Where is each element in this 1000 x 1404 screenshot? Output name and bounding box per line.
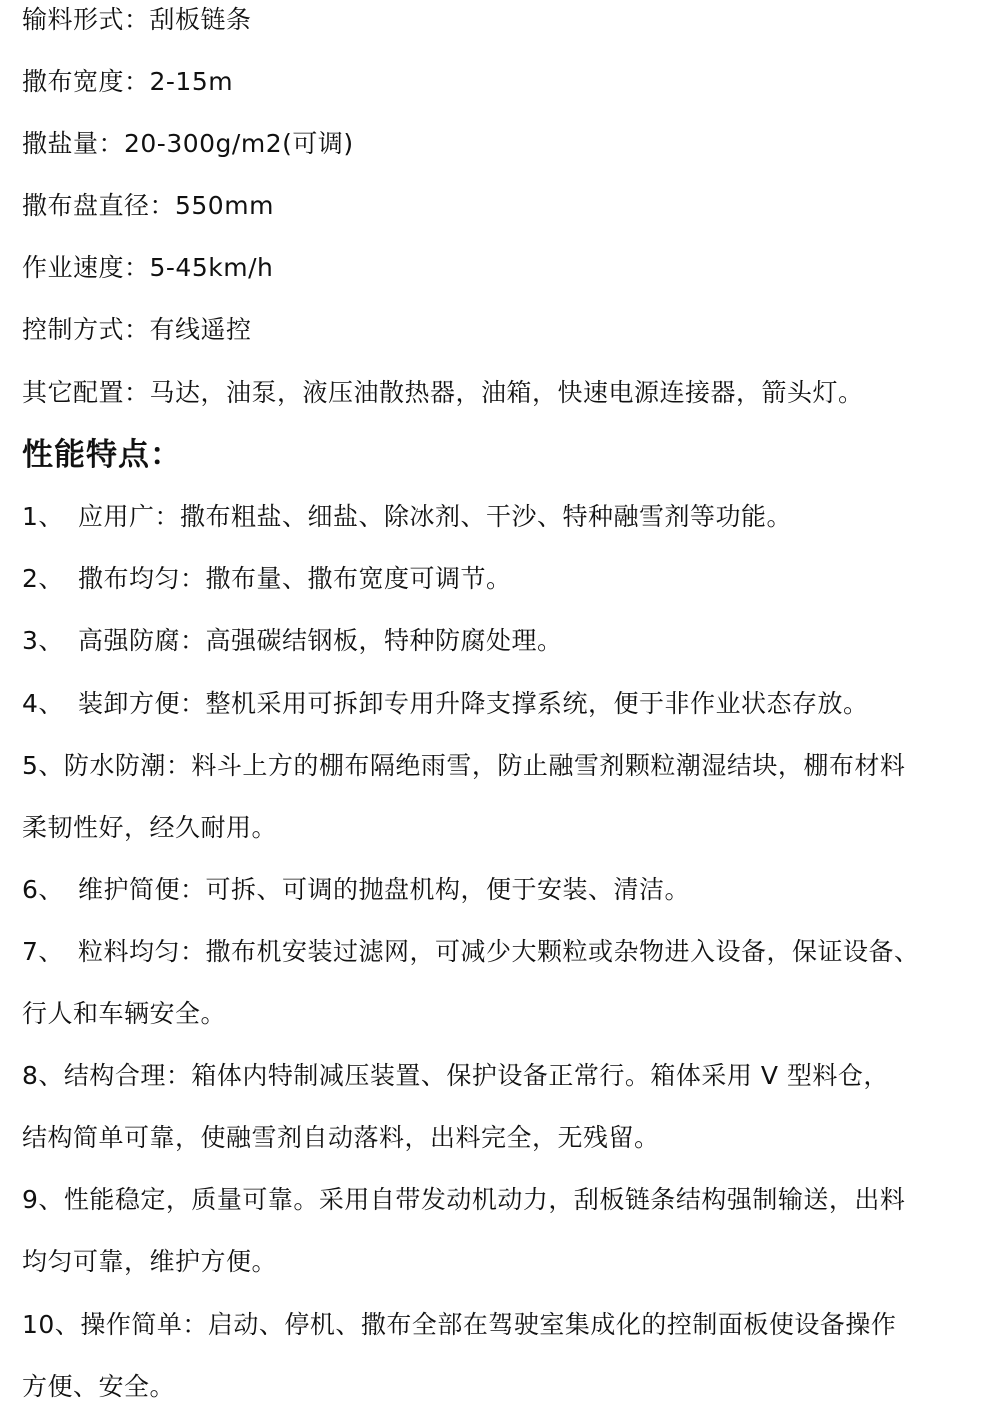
feature-text: 粒料均匀：撒布机安装过滤网，可减少大颗粒或杂物进入设备，保证设备、	[78, 937, 920, 966]
feature-text: 装卸方便：整机采用可拆卸专用升降支撑系统，便于非作业状态存放。	[78, 689, 869, 718]
feature-item-1	[22, 501, 987, 533]
feature-text: 性能稳定，质量可靠。采用自带发动机动力，刮板链条结构强制输送，出料	[63, 1185, 906, 1214]
feature-number: 5、	[22, 751, 64, 780]
feature-item-7	[22, 936, 987, 968]
feature-number: 3、	[22, 626, 64, 655]
feature-item-5	[22, 750, 987, 782]
feature-number: 10、	[22, 1310, 81, 1339]
feature-item-9	[22, 1184, 987, 1216]
feature-number: 4、	[22, 689, 64, 718]
feature-text: 结构合理：箱体内特制减压装置、保护设备正常行。箱体采用 V 型料仓，	[63, 1061, 889, 1090]
feature-number: 1、	[22, 502, 64, 531]
spec-disc-diameter: 撒布盘直径：550mm	[22, 191, 274, 220]
feature-number: 7、	[22, 937, 64, 966]
feature-number: 9、	[22, 1185, 64, 1214]
feature-text: 高强防腐：高强碳结钢板，特种防腐处理。	[78, 626, 563, 655]
feature-number: 2、	[22, 564, 64, 593]
spec-spread-width: 撒布宽度：2-15m	[22, 67, 234, 96]
spec-salt-amount: 撒盐量：20-300g/m2(可调)	[22, 129, 354, 158]
feature-item-10-cont: 方便、安全。	[22, 1372, 176, 1401]
feature-item-9-cont: 均匀可靠，维护方便。	[22, 1247, 278, 1276]
feature-item-10	[22, 1309, 987, 1341]
feature-item-7-cont: 行人和车辆安全。	[22, 999, 227, 1028]
feature-number: 8、	[22, 1061, 64, 1090]
spec-work-speed: 作业速度：5-45km/h	[22, 253, 274, 282]
feature-item-6	[22, 874, 987, 906]
spec-control-mode: 控制方式：有线遥控	[22, 315, 252, 344]
feature-item-5-cont: 柔韧性好，经久耐用。	[22, 813, 278, 842]
feature-item-3	[22, 625, 987, 657]
feature-text: 撒布均匀：撒布量、撒布宽度可调节。	[78, 564, 512, 593]
feature-text: 操作简单：启动、停机、撒布全部在驾驶室集成化的控制面板使设备操作	[80, 1310, 897, 1339]
features-heading: 性能特点：	[22, 437, 182, 473]
feature-item-4	[22, 688, 987, 720]
feature-item-2	[22, 563, 987, 595]
feature-text: 维护简便：可拆、可调的抛盘机构，便于安装、清洁。	[78, 875, 691, 904]
spec-feed-type: 输料形式：刮板链条	[22, 5, 252, 34]
feature-number: 6、	[22, 875, 64, 904]
feature-item-8-cont: 结构简单可靠，使融雪剂自动落料，出料完全，无残留。	[22, 1123, 660, 1152]
feature-item-8	[22, 1060, 987, 1092]
feature-text: 防水防潮：料斗上方的棚布隔绝雨雪，防止融雪剂颗粒潮湿结块，棚布材料	[63, 751, 906, 780]
spec-other-config: 其它配置：马达，油泵，液压油散热器，油箱，快速电源连接器，箭头灯。	[22, 378, 864, 407]
feature-text: 应用广：撒布粗盐、细盐、除冰剂、干沙、特种融雪剂等功能。	[78, 502, 793, 531]
